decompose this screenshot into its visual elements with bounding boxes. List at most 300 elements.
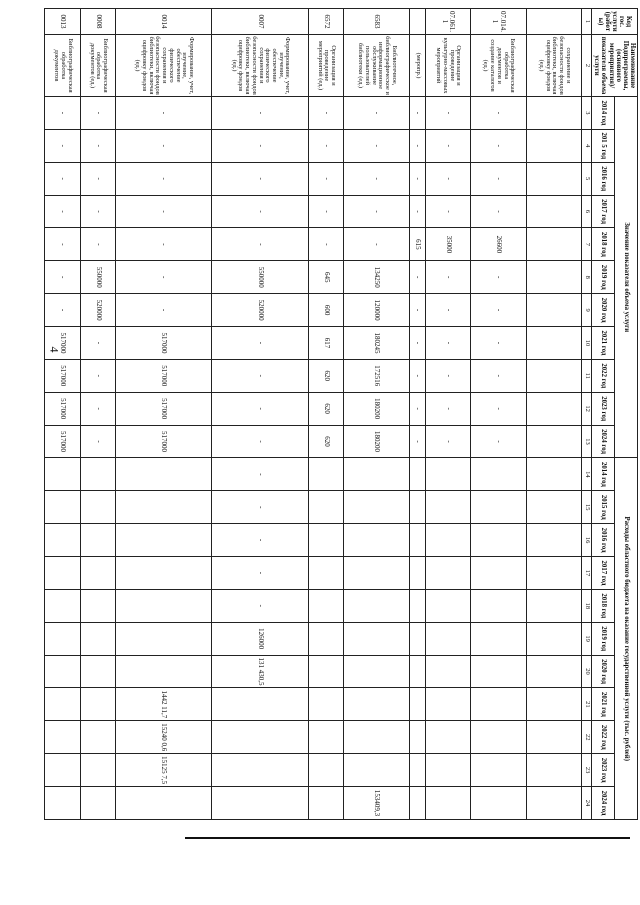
- volume-value-cell: -: [471, 425, 527, 458]
- volume-value-cell: 517000: [115, 327, 212, 360]
- column-number: 16: [582, 524, 592, 557]
- expense-value-cell: [45, 787, 80, 820]
- volume-value-cell: -: [212, 327, 309, 360]
- volume-year-header: 2019 год: [592, 261, 615, 294]
- volume-value-cell: -: [308, 162, 343, 195]
- service-name-cell: Библиографическая обработка документов (ед.): [80, 35, 115, 97]
- expense-value-cell: [526, 721, 582, 754]
- expense-value-cell: [80, 491, 115, 524]
- header-expense-group: Расходы областного бюджета на оказание государственной услуги (тыс. рублей): [615, 458, 638, 820]
- expense-value-cell: [410, 655, 426, 688]
- column-number: 22: [582, 721, 592, 754]
- volume-value-cell: -: [471, 97, 527, 130]
- expense-value-cell: [425, 688, 470, 721]
- expense-value-cell: [308, 787, 343, 820]
- volume-value-cell: -: [425, 392, 470, 425]
- volume-value-cell: [526, 392, 582, 425]
- services-volume-expense-table: [45, 8, 639, 820]
- expense-year-header: 2015 год: [592, 491, 615, 524]
- volume-value-cell: [526, 294, 582, 327]
- volume-value-cell: -: [308, 228, 343, 261]
- expense-value-cell: [212, 688, 309, 721]
- volume-value-cell: -: [115, 162, 212, 195]
- volume-value-cell: -: [45, 228, 80, 261]
- volume-value-cell: -: [410, 392, 426, 425]
- volume-value-cell: -: [425, 294, 470, 327]
- expense-year-header: 2022 год: [592, 721, 615, 754]
- expense-value-cell: [212, 787, 309, 820]
- service-name-cell: сохранение и безопасности фондов библиотеки, включая оцифровку фондов (ед.): [526, 35, 582, 97]
- volume-value-cell: [526, 129, 582, 162]
- column-number: 18: [582, 589, 592, 622]
- service-code-cell: 07.014.1: [471, 9, 527, 35]
- footer-rule: [185, 837, 630, 839]
- service-code-cell: 0013: [45, 9, 80, 35]
- volume-value-cell: 617: [308, 327, 343, 360]
- service-name-cell: Библиографическая обработка документов: [45, 35, 80, 97]
- expense-value-cell: [308, 622, 343, 655]
- volume-value-cell: [526, 195, 582, 228]
- expense-value-cell: [344, 721, 410, 754]
- header-code: Код гос. услуги (работы): [592, 9, 638, 35]
- table-row: [471, 9, 527, 820]
- expense-year-header: 2018 год: [592, 589, 615, 622]
- volume-value-cell: -: [425, 261, 470, 294]
- column-number: 1: [582, 9, 592, 35]
- volume-value-cell: [526, 327, 582, 360]
- column-number: 20: [582, 655, 592, 688]
- volume-value-cell: 517000: [115, 359, 212, 392]
- expense-value-cell: [344, 557, 410, 590]
- expense-value-cell: -: [212, 458, 309, 491]
- volume-value-cell: -: [212, 162, 309, 195]
- expense-value-cell: [425, 557, 470, 590]
- expense-value-cell: [80, 688, 115, 721]
- table-body: [45, 9, 582, 820]
- volume-value-cell: -: [425, 129, 470, 162]
- expense-value-cell: [45, 491, 80, 524]
- expense-value-cell: [425, 589, 470, 622]
- service-name-cell: Организация и проведение культурно-массовых мероприятий: [425, 35, 470, 97]
- volume-value-cell: 172516: [344, 359, 410, 392]
- volume-value-cell: 180245: [344, 327, 410, 360]
- expense-value-cell: [526, 622, 582, 655]
- expense-value-cell: [410, 524, 426, 557]
- expense-value-cell: [471, 557, 527, 590]
- expense-value-cell: [212, 721, 309, 754]
- expense-value-cell: [80, 524, 115, 557]
- volume-value-cell: -: [425, 327, 470, 360]
- expense-value-cell: [471, 688, 527, 721]
- volume-year-header: 2021 год: [592, 327, 615, 360]
- volume-year-header: 2023 год: [592, 392, 615, 425]
- column-number: 14: [582, 458, 592, 491]
- expense-value-cell: [471, 655, 527, 688]
- expense-year-header: 2019 год: [592, 622, 615, 655]
- expense-value-cell: [45, 688, 80, 721]
- volume-value-cell: -: [115, 228, 212, 261]
- service-code-cell: 0007: [212, 9, 309, 35]
- volume-value-cell: -: [45, 294, 80, 327]
- volume-value-cell: -: [115, 261, 212, 294]
- table-row: [410, 9, 426, 820]
- volume-value-cell: 620: [308, 392, 343, 425]
- expense-value-cell: [425, 655, 470, 688]
- expense-value-cell: [526, 688, 582, 721]
- volume-value-cell: -: [80, 392, 115, 425]
- expense-value-cell: [344, 655, 410, 688]
- volume-value-cell: 180200: [344, 425, 410, 458]
- expense-value-cell: [526, 754, 582, 787]
- volume-value-cell: 620: [308, 425, 343, 458]
- expense-value-cell: [526, 524, 582, 557]
- volume-value-cell: -: [425, 359, 470, 392]
- service-name-cell: (меропр.): [410, 35, 426, 97]
- expense-value-cell: [526, 458, 582, 491]
- table-row: [45, 9, 80, 820]
- expense-value-cell: [115, 655, 212, 688]
- expense-value-cell: [344, 754, 410, 787]
- expense-value-cell: 153409,3: [344, 787, 410, 820]
- expense-value-cell: 131 430,5: [212, 655, 309, 688]
- expense-value-cell: [45, 557, 80, 590]
- expense-value-cell: [410, 557, 426, 590]
- volume-value-cell: -: [410, 294, 426, 327]
- expense-value-cell: [526, 787, 582, 820]
- volume-value-cell: 120000: [344, 294, 410, 327]
- table-row: [115, 9, 212, 820]
- service-name-cell: Формирование, учет, изучение, обеспечение физического сохранения и безопасности фондов библиотеки, включая оцифровку фондов (ед.): [115, 35, 212, 97]
- service-name-cell: Библиотечное, библиографическое и информационное обслуживание пользователей библиотеки (ед.): [344, 35, 410, 97]
- volume-value-cell: -: [80, 327, 115, 360]
- column-number: 6: [582, 195, 592, 228]
- volume-value-cell: -: [212, 392, 309, 425]
- expense-value-cell: [80, 787, 115, 820]
- volume-value-cell: -: [80, 228, 115, 261]
- volume-value-cell: 517000: [115, 392, 212, 425]
- volume-value-cell: -: [80, 162, 115, 195]
- header-number-row: [582, 9, 592, 820]
- volume-value-cell: 520000: [212, 294, 309, 327]
- column-number: 23: [582, 754, 592, 787]
- volume-value-cell: -: [410, 97, 426, 130]
- volume-value-cell: 26600: [471, 228, 527, 261]
- volume-value-cell: [526, 425, 582, 458]
- volume-value-cell: 180200: [344, 392, 410, 425]
- volume-year-header: 2024 год: [592, 425, 615, 458]
- expense-value-cell: 1442 11,7: [115, 688, 212, 721]
- volume-value-cell: -: [212, 129, 309, 162]
- expense-value-cell: [80, 655, 115, 688]
- column-number: 13: [582, 425, 592, 458]
- volume-value-cell: [526, 261, 582, 294]
- service-code-cell: 0008: [80, 9, 115, 35]
- expense-value-cell: [308, 754, 343, 787]
- volume-value-cell: -: [410, 195, 426, 228]
- volume-value-cell: -: [471, 261, 527, 294]
- volume-value-cell: -: [212, 195, 309, 228]
- expense-value-cell: [425, 754, 470, 787]
- volume-year-header: 2022 год: [592, 359, 615, 392]
- expense-value-cell: [410, 688, 426, 721]
- header-year-row: [592, 9, 615, 820]
- volume-value-cell: -: [425, 425, 470, 458]
- volume-value-cell: 645: [308, 261, 343, 294]
- column-number: 12: [582, 392, 592, 425]
- expense-value-cell: [115, 622, 212, 655]
- expense-value-cell: [410, 787, 426, 820]
- column-number: 7: [582, 228, 592, 261]
- volume-value-cell: -: [308, 195, 343, 228]
- volume-value-cell: -: [471, 294, 527, 327]
- expense-value-cell: [344, 622, 410, 655]
- service-code-cell: 0014: [115, 9, 212, 35]
- expense-value-cell: [45, 524, 80, 557]
- header-volume-group: Значение показателя объема услуги: [615, 97, 638, 458]
- expense-value-cell: 126000: [212, 622, 309, 655]
- expense-value-cell: [212, 754, 309, 787]
- volume-value-cell: -: [80, 97, 115, 130]
- volume-value-cell: -: [471, 392, 527, 425]
- expense-value-cell: [425, 787, 470, 820]
- expense-value-cell: [471, 622, 527, 655]
- expense-value-cell: [115, 787, 212, 820]
- expense-value-cell: [471, 754, 527, 787]
- service-code-cell: [410, 9, 426, 35]
- expense-value-cell: -: [212, 491, 309, 524]
- volume-value-cell: -: [425, 195, 470, 228]
- expense-value-cell: [45, 589, 80, 622]
- column-number: 17: [582, 557, 592, 590]
- expense-value-cell: [308, 589, 343, 622]
- service-name-cell: Организация и проведение мероприятий (ед.): [308, 35, 343, 97]
- expense-value-cell: [308, 491, 343, 524]
- expense-value-cell: [410, 754, 426, 787]
- volume-value-cell: 517000: [45, 425, 80, 458]
- volume-value-cell: -: [471, 129, 527, 162]
- expense-value-cell: 15125 7,5: [115, 754, 212, 787]
- column-number: 9: [582, 294, 592, 327]
- expense-value-cell: [471, 524, 527, 557]
- expense-value-cell: [526, 589, 582, 622]
- service-code-cell: 07.061.1: [425, 9, 470, 35]
- volume-value-cell: -: [410, 129, 426, 162]
- volume-value-cell: 620: [308, 359, 343, 392]
- header-group-row: [615, 9, 638, 820]
- volume-value-cell: -: [410, 359, 426, 392]
- volume-year-header: 2018 год: [592, 228, 615, 261]
- volume-value-cell: -: [80, 359, 115, 392]
- volume-year-header: 2016 год: [592, 162, 615, 195]
- expense-value-cell: [526, 655, 582, 688]
- volume-value-cell: -: [410, 425, 426, 458]
- volume-year-header: 2014 год: [592, 97, 615, 130]
- expense-value-cell: [308, 557, 343, 590]
- page-number: 4: [47, 346, 62, 353]
- expense-value-cell: [115, 557, 212, 590]
- expense-value-cell: [425, 524, 470, 557]
- volume-value-cell: -: [344, 129, 410, 162]
- expense-value-cell: [410, 589, 426, 622]
- table-row: [308, 9, 343, 820]
- service-code-cell: 6572: [308, 9, 343, 35]
- expense-value-cell: -: [212, 589, 309, 622]
- column-number: 19: [582, 622, 592, 655]
- volume-year-header: 2020 год: [592, 294, 615, 327]
- volume-value-cell: -: [212, 359, 309, 392]
- column-number: 15: [582, 491, 592, 524]
- volume-value-cell: -: [410, 162, 426, 195]
- expense-value-cell: [425, 622, 470, 655]
- volume-value-cell: -: [80, 195, 115, 228]
- volume-value-cell: -: [308, 129, 343, 162]
- volume-value-cell: 517000: [115, 425, 212, 458]
- expense-value-cell: [308, 458, 343, 491]
- column-number: 10: [582, 327, 592, 360]
- column-number: 24: [582, 787, 592, 820]
- expense-value-cell: [308, 524, 343, 557]
- table-row: [425, 9, 470, 820]
- service-name-cell: Библиографическая обработка документов и создание каталогов (ед.): [471, 35, 527, 97]
- volume-value-cell: 520000: [80, 294, 115, 327]
- expense-value-cell: [471, 787, 527, 820]
- volume-value-cell: 134250: [344, 261, 410, 294]
- expense-value-cell: [526, 491, 582, 524]
- volume-value-cell: -: [425, 162, 470, 195]
- expense-value-cell: [410, 622, 426, 655]
- expense-year-header: 2023 год: [592, 754, 615, 787]
- expense-value-cell: [80, 458, 115, 491]
- expense-year-header: 2017 год: [592, 557, 615, 590]
- expense-value-cell: [471, 589, 527, 622]
- expense-value-cell: -: [212, 524, 309, 557]
- volume-value-cell: 550000: [80, 261, 115, 294]
- volume-value-cell: -: [471, 162, 527, 195]
- volume-value-cell: -: [212, 228, 309, 261]
- table-row: [80, 9, 115, 820]
- volume-value-cell: -: [410, 327, 426, 360]
- expense-value-cell: [45, 655, 80, 688]
- expense-value-cell: [344, 589, 410, 622]
- table-row: [212, 9, 309, 820]
- expense-value-cell: [425, 458, 470, 491]
- expense-value-cell: [410, 491, 426, 524]
- expense-value-cell: [526, 557, 582, 590]
- column-number: 3: [582, 97, 592, 130]
- volume-value-cell: -: [45, 97, 80, 130]
- volume-value-cell: 517000: [45, 327, 80, 360]
- volume-value-cell: -: [212, 97, 309, 130]
- expense-value-cell: [80, 622, 115, 655]
- expense-value-cell: [115, 458, 212, 491]
- volume-value-cell: -: [115, 195, 212, 228]
- volume-value-cell: -: [80, 129, 115, 162]
- expense-value-cell: [45, 622, 80, 655]
- expense-year-header: 2016 год: [592, 524, 615, 557]
- expense-value-cell: [308, 655, 343, 688]
- expense-value-cell: [425, 721, 470, 754]
- volume-value-cell: -: [471, 195, 527, 228]
- volume-year-header: 201 5 год: [592, 129, 615, 162]
- service-code-cell: 6583: [344, 9, 410, 35]
- column-number: 5: [582, 162, 592, 195]
- expense-value-cell: [344, 458, 410, 491]
- volume-year-header: 2017 год: [592, 195, 615, 228]
- volume-value-cell: 615: [410, 228, 426, 261]
- expense-value-cell: [80, 557, 115, 590]
- volume-value-cell: -: [308, 97, 343, 130]
- table-row: [526, 9, 582, 820]
- volume-value-cell: 517000: [45, 359, 80, 392]
- volume-value-cell: -: [45, 129, 80, 162]
- expense-value-cell: [425, 491, 470, 524]
- expense-value-cell: [115, 589, 212, 622]
- expense-value-cell: [115, 524, 212, 557]
- volume-value-cell: -: [212, 425, 309, 458]
- expense-value-cell: [80, 721, 115, 754]
- expense-value-cell: [410, 721, 426, 754]
- expense-year-header: 2024 год: [592, 787, 615, 820]
- expense-value-cell: [410, 458, 426, 491]
- volume-value-cell: -: [115, 294, 212, 327]
- volume-value-cell: -: [115, 129, 212, 162]
- service-code-cell: [526, 9, 582, 35]
- expense-year-header: 2020 год: [592, 655, 615, 688]
- expense-value-cell: [344, 491, 410, 524]
- table-row: [344, 9, 410, 820]
- volume-value-cell: -: [344, 97, 410, 130]
- expense-value-cell: [45, 754, 80, 787]
- volume-value-cell: -: [45, 195, 80, 228]
- expense-value-cell: -: [212, 557, 309, 590]
- expense-value-cell: [80, 754, 115, 787]
- expense-value-cell: [80, 589, 115, 622]
- expense-value-cell: [471, 458, 527, 491]
- volume-value-cell: [526, 359, 582, 392]
- expense-value-cell: [45, 458, 80, 491]
- column-number: 2: [582, 35, 592, 97]
- volume-value-cell: 600: [308, 294, 343, 327]
- volume-value-cell: -: [344, 228, 410, 261]
- volume-value-cell: 35000: [425, 228, 470, 261]
- expense-value-cell: [45, 721, 80, 754]
- expense-value-cell: [344, 524, 410, 557]
- rotated-table-wrapper: [53, 8, 638, 820]
- volume-value-cell: -: [425, 97, 470, 130]
- expense-year-header: 2014 год: [592, 458, 615, 491]
- volume-value-cell: -: [410, 261, 426, 294]
- volume-value-cell: 550000: [212, 261, 309, 294]
- volume-value-cell: [526, 97, 582, 130]
- volume-value-cell: [526, 162, 582, 195]
- volume-value-cell: -: [80, 425, 115, 458]
- service-name-cell: Формирование, учет, изучение, обеспечение физического сохранения и безопасности фондов библиотеки, включая оцифровку фондов (ед.): [212, 35, 309, 97]
- header-name: Наименование Подпрограммы, (основного мероприятия)/ показателя объема услуги: [592, 35, 638, 97]
- volume-value-cell: -: [45, 162, 80, 195]
- expense-value-cell: [308, 721, 343, 754]
- column-number: 11: [582, 359, 592, 392]
- expense-value-cell: [471, 491, 527, 524]
- expense-value-cell: 15240 0,6: [115, 721, 212, 754]
- volume-value-cell: -: [344, 195, 410, 228]
- expense-year-header: 2021 год: [592, 688, 615, 721]
- volume-value-cell: 517000: [45, 392, 80, 425]
- volume-value-cell: [526, 228, 582, 261]
- volume-value-cell: -: [115, 97, 212, 130]
- volume-value-cell: -: [344, 162, 410, 195]
- volume-value-cell: -: [471, 359, 527, 392]
- volume-value-cell: -: [45, 261, 80, 294]
